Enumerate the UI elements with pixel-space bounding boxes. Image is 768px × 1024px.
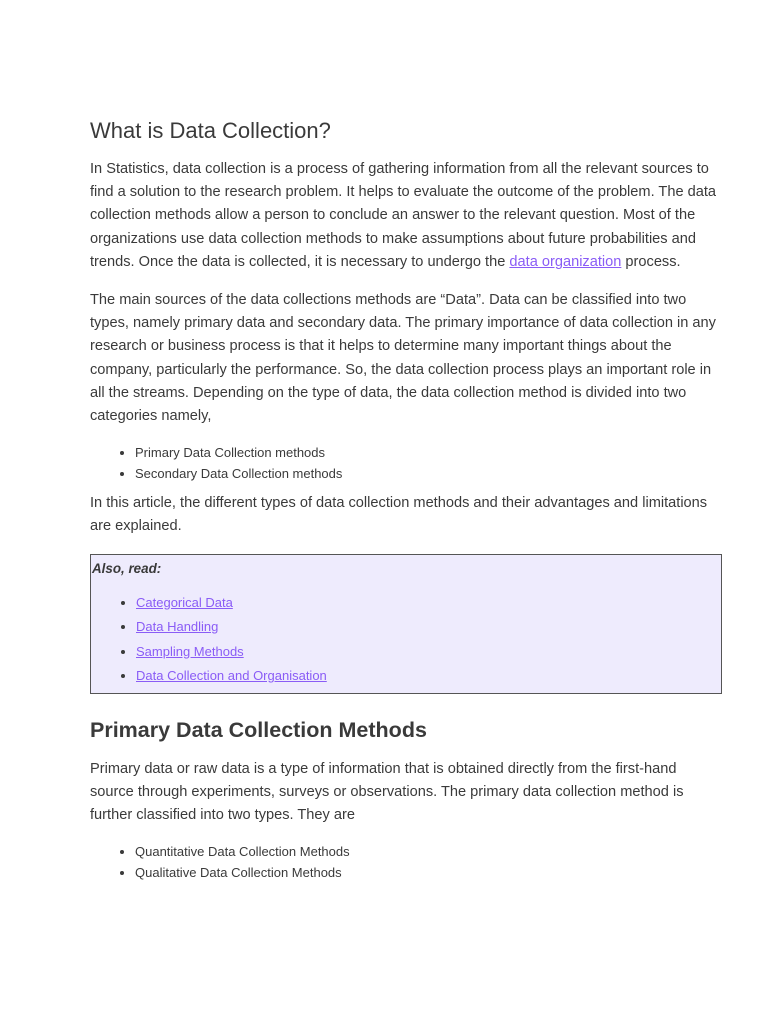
sampling-methods-link[interactable]: Sampling Methods [136,643,244,659]
data-collection-organisation-link[interactable]: Data Collection and Organisation [136,668,327,684]
list-item: • Secondary Data Collection methods [135,464,722,485]
also-read-title: Also, read: [92,560,162,576]
article [90,116,722,891]
categorical-data-link[interactable]: Categorical Data [136,594,233,610]
page-title: What is Data Collection? [90,118,331,143]
data-handling-link[interactable]: Data Handling [136,619,219,635]
list-item [136,615,721,640]
intro-paragraph [90,158,722,274]
list-item: • Qualitative Data Collection Methods [135,863,722,884]
data-organization-link[interactable]: data organization [509,253,622,270]
list-item [136,591,721,616]
categories-list [90,443,722,484]
list-item: • Primary Data Collection methods [135,443,722,464]
intro-text-after-link: process. [621,253,681,270]
list-item: • Quantitative Data Collection Methods [135,842,722,863]
primary-types-list [90,842,722,883]
also-read-list [91,591,721,689]
list-item [136,664,721,689]
intro-text-before-link: In Statistics, data collection is a process of gathering information from all the relevant sources to find a solution to the research problem. It helps to evaluate the outcome of the problem. The data collection methods allow a person to conclude an answer to the relevant question. Most of the organizations use data collection methods to make assumptions about future probabilities and trends. Once the data is collected, it is necessary to undergo the [90,161,717,270]
section-heading: Primary Data Collection Methods [90,717,427,742]
list-item [136,640,721,665]
primary-data-paragraph: Primary data or raw data is a type of information that is obtained directly from the first-hand source through experiments, surveys or observations. The primary data collection method is further classified into two types. They are [90,760,684,824]
also-read-box [90,554,722,694]
sources-paragraph: The main sources of the data collections methods are “Data”. Data can be classified into two types, namely primary data and secondary data. The primary importance of data collection in any research or business process is that it helps to determine many important things about the company, particularly the performance. So, the data collection process plays an important role in all the streams. Depending on the type of data, the data collection method is divided into two categories namely, [90,292,716,425]
article-scope-paragraph: In this article, the different types of data collection methods and their advantages and limitations are explained. [90,495,708,535]
